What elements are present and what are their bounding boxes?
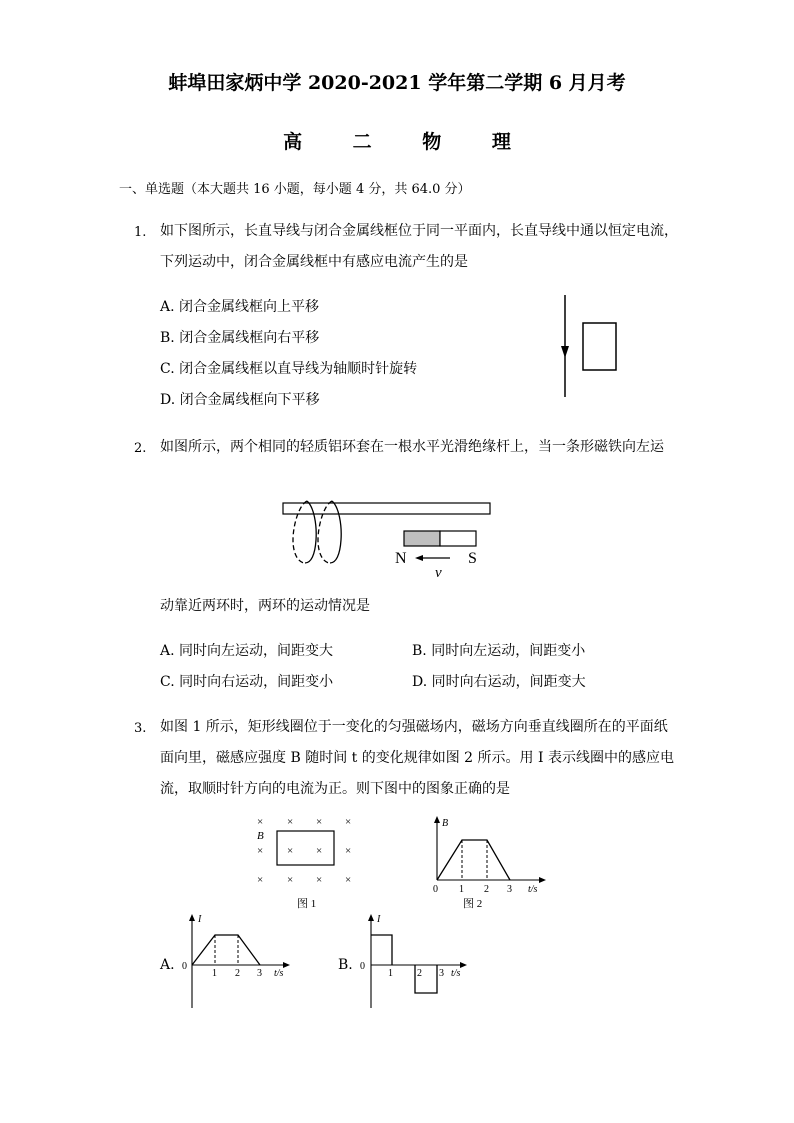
option-b: B. 闭合金属线框向右平移 xyxy=(160,330,320,346)
svg-text:×: × xyxy=(316,874,323,886)
tick-label: 3 xyxy=(439,968,444,979)
svg-text:×: × xyxy=(345,874,352,886)
y-axis-label: I xyxy=(377,914,381,925)
question-text-line: 如图所示，两个相同的轻质铝环套在一根水平光滑绝缘杆上，当一条形磁铁向左运 xyxy=(160,439,664,455)
question-number: 1. xyxy=(134,225,147,240)
i-curve-positive xyxy=(371,935,392,965)
question-number: 3. xyxy=(134,721,147,736)
question-text-line: 下列运动中，闭合金属线框中有感应电流产生的是 xyxy=(160,254,468,270)
svg-text:×: × xyxy=(287,845,294,857)
svg-text:×: × xyxy=(316,845,323,857)
question-text-line: 动靠近两环时，两环的运动情况是 xyxy=(160,598,370,614)
option-b: B. 同时向左运动，间距变小 xyxy=(412,643,586,659)
velocity-label: v xyxy=(435,565,442,581)
svg-text:×: × xyxy=(257,816,264,828)
option-b-label: B. xyxy=(338,957,353,973)
question-number: 2. xyxy=(134,441,147,456)
y-axis-arrow-icon xyxy=(189,914,195,921)
current-arrow-icon xyxy=(561,346,569,358)
tick-label: 2 xyxy=(417,968,422,979)
option-a: A. 同时向左运动，间距变大 xyxy=(160,643,334,659)
option-d: D. 闭合金属线框向下平移 xyxy=(160,392,320,408)
b-curve xyxy=(437,840,510,880)
figure-caption: 图 2 xyxy=(463,898,483,910)
question-text-line: 如图 1 所示，矩形线圈位于一变化的匀强磁场内，磁场方向垂直线圈所在的平面纸 xyxy=(160,719,668,735)
south-pole-label: S xyxy=(468,550,477,567)
option-d: D. 同时向右运动，间距变大 xyxy=(412,674,586,690)
magnet-north-half xyxy=(404,531,440,546)
figure-2-b-t-graph xyxy=(425,812,550,912)
field-label: B xyxy=(257,830,264,842)
x-axis-arrow-icon xyxy=(539,877,546,883)
option-b-graph xyxy=(355,910,475,1010)
tick-label: 3 xyxy=(257,968,262,979)
x-axis-label: t/s xyxy=(274,968,284,979)
exam-title: 蚌埠田家炳中学 2020-2021 学年第二学期 6 月月考 xyxy=(168,72,626,94)
question-text-line: 如下图所示，长直导线与闭合金属线框位于同一平面内，长直导线中通以恒定电流， xyxy=(160,223,678,239)
svg-text:×: × xyxy=(257,845,264,857)
magnet-south-half xyxy=(440,531,476,546)
i-curve xyxy=(192,935,260,965)
svg-text:×: × xyxy=(257,874,264,886)
figure-caption: 图 1 xyxy=(297,898,317,910)
tick-label: 1 xyxy=(212,968,217,979)
tick-label: 1 xyxy=(388,968,393,979)
magnet-rings-figure xyxy=(275,495,500,585)
x-axis-label: t/s xyxy=(528,884,538,895)
y-axis-label: B xyxy=(442,818,449,829)
svg-text:×: × xyxy=(287,816,294,828)
svg-text:×: × xyxy=(316,816,323,828)
svg-text:×: × xyxy=(345,816,352,828)
tick-label: 3 xyxy=(507,884,512,895)
tick-label: 0 xyxy=(433,884,438,895)
y-axis-arrow-icon xyxy=(368,914,374,921)
y-axis-arrow-icon xyxy=(434,816,440,823)
wire-loop-figure xyxy=(550,292,630,402)
option-a-graph xyxy=(178,910,293,1010)
question-text-line: 面向里，磁感应强度 B 随时间 t 的变化规律如图 2 所示。用 I 表示线圈中的感应电 xyxy=(160,750,674,766)
svg-text:×: × xyxy=(287,874,294,886)
metal-loop xyxy=(583,323,616,370)
section-heading: 一、单选题（本大题共 16 小题，每小题 4 分，共 64.0 分） xyxy=(119,182,471,197)
x-axis-arrow-icon xyxy=(283,962,290,968)
arrow-left-icon xyxy=(415,555,423,561)
svg-text:×: × xyxy=(345,845,352,857)
insulating-rod xyxy=(283,503,490,514)
figure-1-coil-in-field xyxy=(250,812,365,912)
tick-label: 1 xyxy=(459,884,464,895)
tick-label: 0 xyxy=(360,961,365,972)
rectangular-coil xyxy=(277,831,334,865)
option-c: C. 同时向右运动，间距变小 xyxy=(160,674,334,690)
option-c: C. 闭合金属线框以直导线为轴顺时针旋转 xyxy=(160,361,418,377)
option-a-label: A. xyxy=(160,957,175,973)
option-a: A. 闭合金属线框向上平移 xyxy=(160,299,320,315)
field-marks xyxy=(257,816,351,886)
tick-label: 0 xyxy=(182,961,187,972)
x-axis-arrow-icon xyxy=(460,962,467,968)
x-axis-label: t/s xyxy=(451,968,461,979)
y-axis-label: I xyxy=(198,914,202,925)
subject-title: 高 二 物 理 xyxy=(283,131,533,153)
tick-label: 2 xyxy=(235,968,240,979)
question-text-line: 流，取顺时针方向的电流为正。则下图中的图象正确的是 xyxy=(160,781,510,797)
tick-label: 2 xyxy=(484,884,489,895)
north-pole-label: N xyxy=(395,550,407,567)
